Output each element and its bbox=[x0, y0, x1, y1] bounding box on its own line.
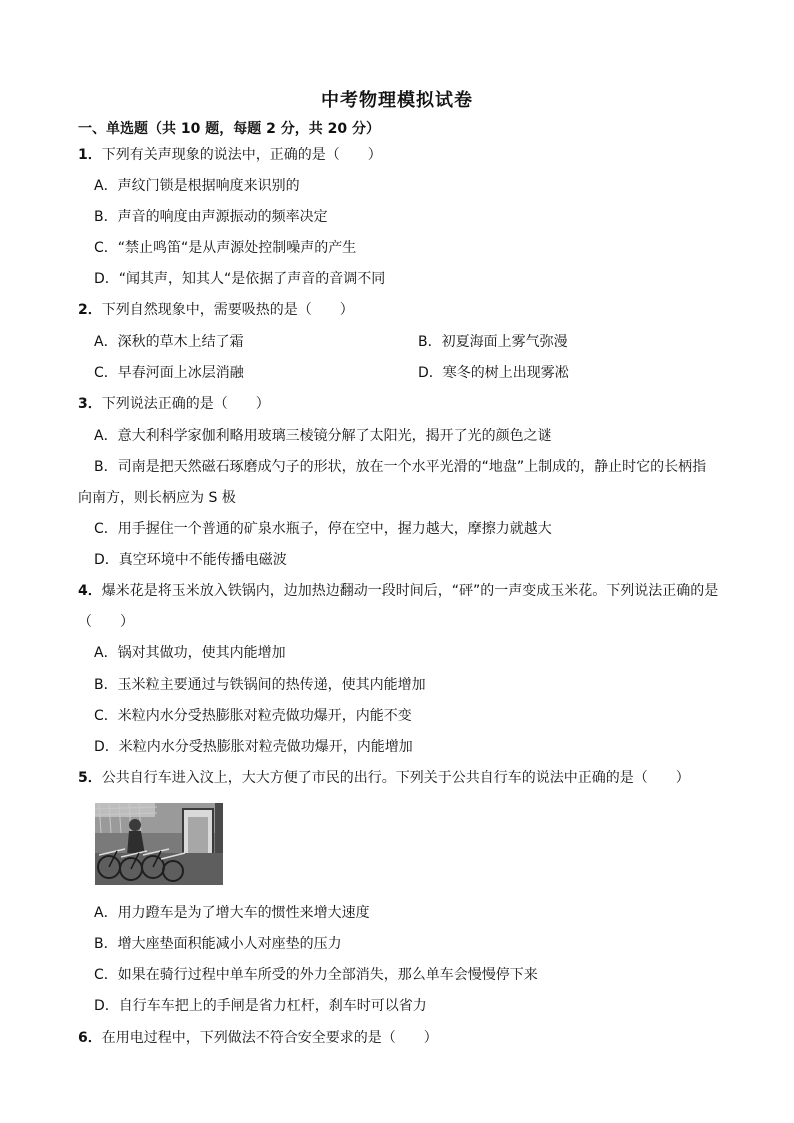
question-5-number: 5． bbox=[78, 770, 102, 786]
question-5-option-c: C．如果在骑行过程中单车所受的外力全部消失，那么单车会慢慢停下来 bbox=[94, 967, 538, 983]
question-1-text: 下列有关声现象的说法中，正确的是（ ） bbox=[101, 147, 382, 163]
question-2-option-b: B．初夏海面上雾气弥漫 bbox=[418, 334, 568, 350]
question-5-text: 公共自行车进入汶上，大大方便了市民的出行。下列关于公共自行车的说法中正确的是（ ） bbox=[101, 770, 690, 786]
section-heading: 一、单选题（共 10 题，每题 2 分，共 20 分） bbox=[78, 121, 380, 137]
question-1-number: 1． bbox=[78, 147, 102, 163]
question-3-option-c: C．用手握住一个普通的矿泉水瓶子，停在空中，握力越大，摩擦力就越大 bbox=[94, 521, 552, 537]
question-4-option-c: C．米粒内水分受热膨胀对粒壳做功爆开，内能不变 bbox=[94, 708, 412, 724]
question-4-option-d: D．米粒内水分受热膨胀对粒壳做功爆开，内能增加 bbox=[94, 739, 413, 755]
question-5-option-b: B．增大座垫面积能减小人对座垫的压力 bbox=[94, 936, 342, 952]
question-6-stem bbox=[78, 1029, 438, 1047]
question-2-option-c: C．早春河面上冰层消融 bbox=[94, 365, 244, 381]
page-title: 中考物理模拟试卷 bbox=[321, 90, 473, 111]
question-2-option-d: D．寒冬的树上出现雾凇 bbox=[418, 365, 569, 381]
question-2-stem bbox=[78, 301, 354, 319]
question-4-text: 爆米花是将玉米放入铁锅内，边加热边翻动一段时间后，“砰”的一声变成玉米花。下列说法正确的是 bbox=[101, 583, 719, 599]
question-3-stem bbox=[78, 395, 270, 413]
question-5-option-a: A．用力蹬车是为了增大车的惯性来增大速度 bbox=[94, 905, 370, 921]
question-1-stem bbox=[78, 146, 382, 164]
question-3-option-d: D．真空环境中不能传播电磁波 bbox=[94, 552, 287, 568]
question-2-text: 下列自然现象中，需要吸热的是（ ） bbox=[101, 302, 354, 318]
question-3-number: 3． bbox=[78, 396, 102, 412]
question-3-text: 下列说法正确的是（ ） bbox=[101, 396, 270, 412]
question-4-stem-continued: （ ） bbox=[78, 614, 134, 630]
question-3-option-b-continued: 向南方，则长柄应为 S 极 bbox=[78, 490, 236, 506]
question-1-option-a: A．声纹门锁是根据响度来识别的 bbox=[94, 178, 300, 194]
question-4-stem bbox=[78, 582, 718, 600]
question-1-option-c: C．“禁止鸣笛“是从声源处控制噪声的产生 bbox=[94, 240, 357, 256]
question-2-number: 2． bbox=[78, 302, 102, 318]
bicycle-photo bbox=[95, 803, 223, 885]
question-2-option-a: A．深秋的草木上结了霜 bbox=[94, 334, 244, 350]
question-5-option-d: D．自行车车把上的手闸是省力杠杆，刹车时可以省力 bbox=[94, 998, 427, 1014]
question-4-option-b: B．玉米粒主要通过与铁锅间的热传递，使其内能增加 bbox=[94, 677, 426, 693]
question-4-option-a: A．锅对其做功，使其内能增加 bbox=[94, 645, 286, 661]
question-6-number: 6． bbox=[78, 1030, 102, 1046]
question-1-option-b: B．声音的响度由声源振动的频率决定 bbox=[94, 209, 328, 225]
question-3-option-b: B．司南是把天然磁石琢磨成勺子的形状，放在一个水平光滑的“地盘”上制成的，静止时它的长柄指 bbox=[94, 459, 707, 475]
question-5-stem bbox=[78, 769, 690, 787]
question-6-text: 在用电过程中，下列做法不符合安全要求的是（ ） bbox=[101, 1030, 438, 1046]
question-3-option-a: A．意大利科学家伽利略用玻璃三棱镜分解了太阳光，揭开了光的颜色之谜 bbox=[94, 428, 552, 444]
question-1-option-d: D．“闻其声，知其人“是依据了声音的音调不同 bbox=[94, 271, 386, 287]
question-4-number: 4． bbox=[78, 583, 102, 599]
